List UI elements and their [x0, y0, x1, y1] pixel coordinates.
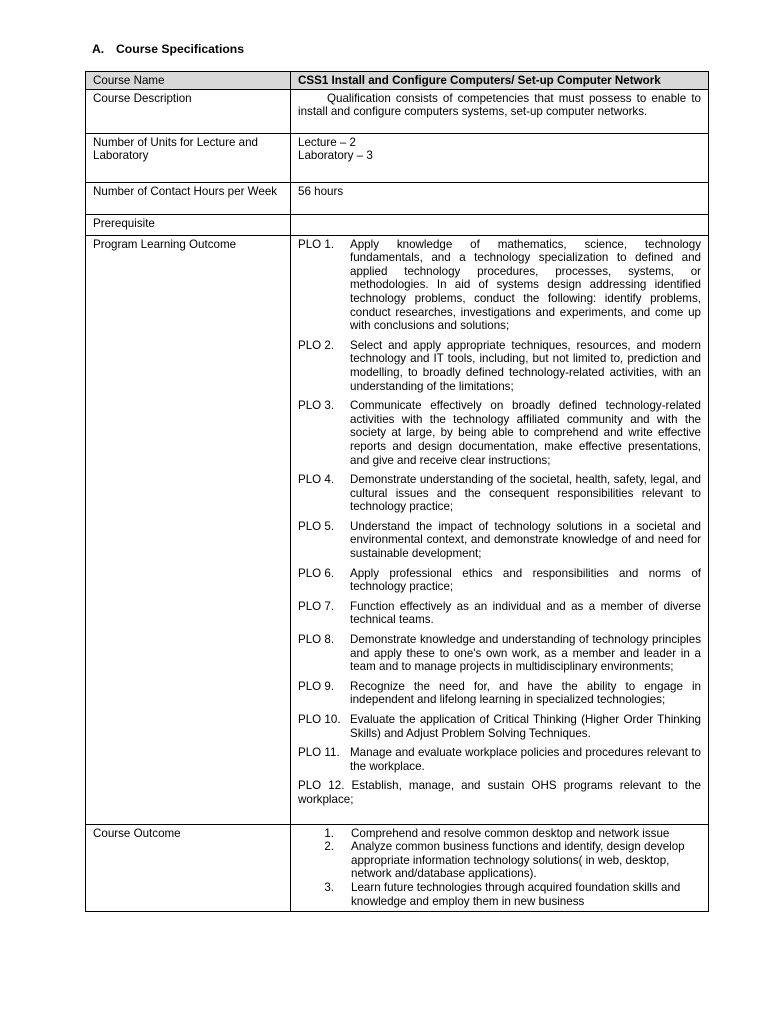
- plo-item: [298, 633, 701, 674]
- outcome-number: 2.: [324, 840, 334, 854]
- plo-item: [298, 520, 701, 561]
- outcome-number: 1.: [324, 826, 334, 840]
- prerequisite-value: [291, 214, 709, 235]
- list-item: [298, 881, 701, 908]
- plo-text: Function effectively as an individual and as a member of diverse technical teams.: [350, 599, 701, 627]
- plo-item: [298, 680, 701, 707]
- units-cell: [291, 133, 709, 182]
- row-course-description: [86, 89, 709, 133]
- plo-text: Recognize the need for, and have the ability to engage in independent and lifelong learning in specialized technologies;: [350, 679, 701, 707]
- row-prerequisite: [86, 214, 709, 235]
- plo-code: PLO 10.: [298, 713, 341, 726]
- plo-item: [298, 238, 701, 333]
- list-item: [298, 827, 701, 841]
- contact-hours-value: 56 hours: [291, 182, 709, 214]
- plo-cell: [291, 235, 709, 824]
- course-description-cell: [291, 89, 709, 133]
- plo-item: [298, 339, 701, 393]
- section-heading: [92, 43, 244, 57]
- plo-item: [298, 713, 701, 740]
- row-program-learning-outcome: [86, 235, 709, 824]
- plo-text: Establish, manage, and sustain OHS programs relevant to the workplace;: [298, 779, 701, 806]
- plo-code: PLO 3.: [298, 399, 335, 413]
- plo-code: PLO 6.: [298, 566, 335, 580]
- prerequisite-label: Prerequisite: [86, 214, 291, 235]
- plo-text: Communicate effectively on broadly defined technology-related activities with the technology affiliated community and with the society at large, by being able to comprehend and write effective reports and design documentation, make effective presentations, and give and receive clear instructions;: [350, 399, 701, 467]
- plo-code: PLO 12.: [298, 779, 345, 793]
- row-units: [86, 133, 709, 182]
- plo-code: PLO 4.: [298, 473, 335, 487]
- section-title: Course Specifications: [116, 42, 245, 56]
- plo-text: Understand the impact of technology solutions in a societal and environmental context, and demonstrate knowledge of and need for sustainable development;: [350, 519, 701, 561]
- course-outcome-label: Course Outcome: [86, 824, 291, 912]
- plo-code: PLO 7.: [298, 599, 335, 613]
- outcome-text: Learn future technologies through acquired foundation skills and knowledge and employ them in new business: [351, 880, 681, 908]
- row-contact-hours: [86, 182, 709, 214]
- contact-hours-label: Number of Contact Hours per Week: [86, 182, 291, 214]
- plo-item: [298, 746, 701, 773]
- plo-code: PLO 2.: [298, 338, 335, 352]
- plo-code: PLO 9.: [298, 679, 335, 693]
- plo-code: PLO 11.: [298, 746, 340, 760]
- course-outcome-list: [298, 827, 701, 909]
- plo-item: [298, 567, 701, 594]
- course-spec-table: [85, 71, 709, 912]
- plo-text: Manage and evaluate workplace policies and procedures relevant to the workplace.: [350, 746, 701, 773]
- plo-text: Demonstrate knowledge and understanding of technology principles and apply these to one's own work, as a member and leader in a team and to manage projects in multidisciplinary environments;: [350, 633, 701, 674]
- plo-text: Apply knowledge of mathematics, science, technology fundamentals, and a technology specialization to defined and applied technology procedures, processes, systems, or methodologies. In aid of systems design addressing identified technology problems, conduct the following: identify problems, conduct researches, investigations and experiments, and come up with conclusions and solutions;: [350, 237, 701, 333]
- plo-code: PLO 8.: [298, 633, 335, 647]
- outcome-number: 3.: [324, 880, 334, 894]
- units-laboratory: Laboratory – 3: [298, 149, 373, 163]
- row-course-outcome: [86, 824, 709, 912]
- outcome-text: Comprehend and resolve common desktop and network issue: [351, 826, 670, 840]
- plo-item: [298, 779, 701, 806]
- plo-item: [298, 600, 701, 627]
- plo-item: [298, 473, 701, 514]
- course-description-text: Qualification consists of competencies that must possess to enable to install and configure computers systems, set-up computer networks.: [298, 91, 701, 119]
- course-outcome-cell: [291, 824, 709, 912]
- course-description-label: Course Description: [86, 89, 291, 133]
- plo-item: [298, 399, 701, 467]
- plo-text: Demonstrate understanding of the societal, health, safety, legal, and cultural issues and the consequent responsibilities relevant to technology practice;: [350, 473, 701, 514]
- units-label: Number of Units for Lecture and Laboratory: [86, 133, 291, 182]
- course-name-value: CSS1 Install and Configure Computers/ Set-up Computer Network: [291, 72, 709, 90]
- units-lecture: Lecture – 2: [298, 135, 357, 149]
- row-course-name: [86, 72, 709, 90]
- plo-text: Select and apply appropriate techniques, resources, and modern technology and IT tools, including, but not limited to, prediction and modelling, to broadly defined technology-related activities, with an understanding of the limitations;: [350, 338, 701, 393]
- plo-code: PLO 1.: [298, 237, 335, 251]
- plo-text: Evaluate the application of Critical Thinking (Higher Order Thinking Skills) and Adjust Problem Solving Techniques.: [350, 713, 701, 740]
- plo-label: Program Learning Outcome: [86, 235, 291, 824]
- outcome-text: Analyze common business functions and identify, design develop appropriate information technology solutions( in web, desktop, network and/database applications).: [351, 840, 685, 881]
- course-name-label: Course Name: [86, 72, 291, 90]
- section-letter: A.: [92, 42, 105, 56]
- plo-code: PLO 5.: [298, 519, 335, 533]
- plo-text: Apply professional ethics and responsibilities and norms of technology practice;: [350, 566, 701, 594]
- list-item: [298, 840, 701, 881]
